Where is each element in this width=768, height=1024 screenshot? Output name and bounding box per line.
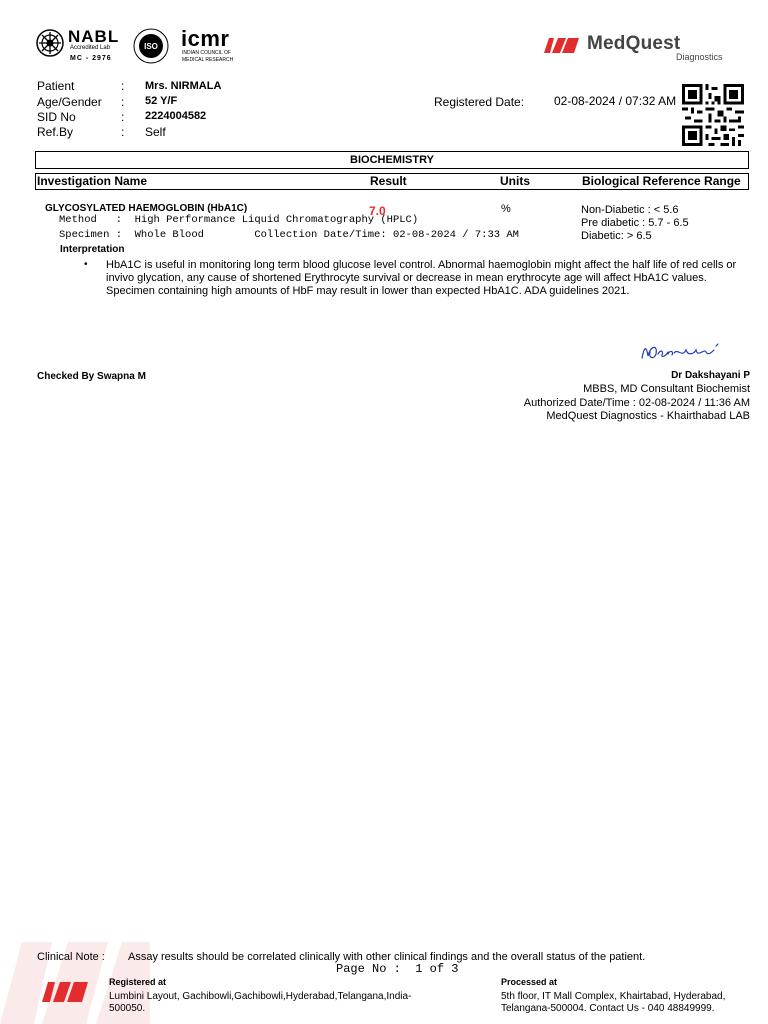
registered-date-value: 02-08-2024 / 07:32 AM — [554, 94, 677, 108]
clinical-note-label: Clinical Note : — [37, 951, 105, 963]
doctor-name: Dr Dakshayani P — [671, 370, 750, 381]
patient-label: Patient — [37, 79, 75, 93]
icmr-subtitle-2: MEDICAL RESEARCH — [182, 57, 234, 63]
iso-text: ISO — [144, 42, 158, 51]
nabl-logo-text: NABL — [68, 27, 120, 46]
icmr-subtitle-1: INDIAN COUNCIL OF — [182, 50, 231, 56]
doctor-signature-icon — [638, 338, 728, 364]
nabl-emblem-icon — [36, 29, 64, 57]
test-name: GLYCOSYLATED HAEMOGLOBIN (HbA1C) — [45, 203, 248, 214]
patient-value: Mrs. NIRMALA — [145, 80, 222, 92]
reference-diabetic: Diabetic: > 6.5 — [581, 230, 652, 242]
age-gender-label: Age/Gender — [37, 95, 102, 109]
medquest-brand-sub: Diagnostics — [676, 52, 723, 62]
refby-label: Ref.By — [37, 125, 74, 139]
test-units: % — [501, 203, 511, 215]
sid-value: 2224004582 — [145, 110, 207, 122]
method-line: Method : High Performance Liquid Chromatography (HPLC) — [59, 214, 419, 226]
column-header-reference: Biological Reference Range — [582, 174, 741, 188]
registered-address-line-2: 500050. — [109, 1003, 146, 1014]
column-header-result: Result — [370, 174, 407, 188]
nabl-subtitle: Accredited Lab — [70, 45, 111, 51]
processed-at-label: Processed at — [501, 977, 558, 987]
column-header-investigation: Investigation Name — [37, 174, 148, 188]
refby-colon: : — [121, 125, 125, 139]
registered-address-line-1: Lumbini Layout, Gachibowli,Gachibowli,Hyderabad,Telangana,India- — [109, 991, 412, 1002]
sid-colon: : — [121, 110, 125, 124]
reference-pre-diabetic: Pre diabetic : 5.7 - 6.5 — [581, 217, 689, 229]
age-gender-colon: : — [121, 95, 125, 109]
checked-by: Checked By Swapna M — [37, 371, 146, 382]
footer-medquest-mark-icon — [42, 982, 88, 1002]
doctor-qualification: MBBS, MD Consultant Biochemist — [583, 383, 750, 395]
qr-code-icon — [681, 84, 745, 146]
refby-value: Self — [145, 125, 166, 139]
medquest-logo-mark-icon — [544, 38, 579, 53]
icmr-logo-text: icmr — [181, 26, 230, 51]
registered-address — [109, 991, 411, 1015]
iso-certified-seal-icon — [133, 28, 169, 64]
clinical-note-text: Assay results should be correlated clinically with other clinical findings and the overall status of the patient. — [128, 951, 646, 963]
age-gender-value: 52 Y/F — [145, 95, 178, 107]
authorized-datetime: Authorized Date/Time : 02-08-2024 / 11:36 AM — [523, 397, 750, 409]
registered-at-label: Registered at — [109, 977, 167, 987]
interpretation-title: Interpretation — [60, 244, 125, 255]
sid-label: SID No — [37, 110, 76, 124]
processed-address-line-2: Telangana-500004. Contact Us - 040 48849999. — [501, 1003, 715, 1014]
medquest-brand-name: MedQuest — [587, 33, 681, 54]
test-result: 7.0 — [369, 204, 386, 218]
bullet-icon: • — [84, 259, 88, 270]
page-number: Page No : 1 of 3 — [336, 962, 459, 976]
department-heading: BIOCHEMISTRY — [35, 151, 749, 169]
nabl-code: MC - 2976 — [70, 55, 112, 62]
lab-name: MedQuest Diagnostics - Khairthabad LAB — [546, 410, 750, 422]
interpretation-text: HbA1C is useful in monitoring long term blood glucose level control. Abnormal haemoglobin might affect the half life of red cells or invivo glycation, any cause of shortened Erythrocyte survival or decrease in mean erythrocyte age will affect HbA1C values. Specimen containing high amounts of HbF may result in lower than expected HbA1C. ADA guidelines 2021. — [106, 259, 737, 297]
registered-date-label: Registered Date: — [434, 95, 525, 109]
specimen-collection-line: Specimen : Whole Blood Collection Date/Time: 02-08-2024 / 7:33 AM — [59, 229, 519, 241]
reference-non-diabetic: Non-Diabetic : < 5.6 — [581, 204, 679, 216]
processed-address — [501, 991, 725, 1015]
patient-colon: : — [121, 79, 125, 93]
column-header-units: Units — [500, 174, 530, 188]
processed-address-line-1: 5th floor, IT Mall Complex, Khairtabad, Hyderabad, — [501, 991, 726, 1002]
